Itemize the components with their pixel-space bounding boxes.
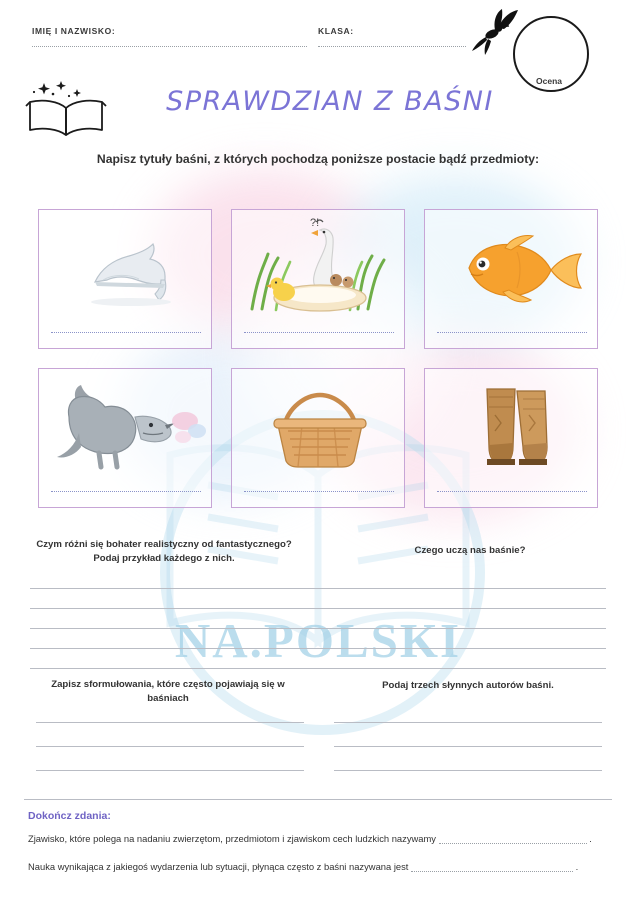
class-input[interactable] — [318, 46, 466, 47]
duckling-nest-icon — [232, 214, 406, 318]
answer-line-5[interactable] — [244, 491, 394, 492]
finish-sentence-1-period: . — [589, 833, 592, 844]
answer-line-4[interactable] — [51, 491, 201, 492]
finish-sentence-1-text: Zjawisko, które polega na nadaniu zwierzętom, przedmiotom i zjawiskom cech ludzkich nazywamy — [28, 833, 436, 844]
page-title: SPRAWDZIAN Z BAŚNI — [166, 86, 494, 117]
leather-boots-icon — [425, 373, 599, 477]
picture-cell-ugly-duckling — [231, 209, 405, 349]
picture-cell-boots — [424, 368, 598, 508]
question-2-text: Czego uczą nas baśnie? — [414, 545, 526, 556]
instruction-text: Napisz tytuły baśni, z których pochodzą poniższe postacie bądź przedmioty: — [96, 152, 540, 166]
wolf-icon — [39, 373, 213, 477]
answer-rule-3[interactable] — [30, 628, 606, 629]
bottom-divider — [24, 799, 612, 800]
finish-sentence-2-text: Nauka wynikająca z jakiegoś wydarzenia lub sytuacji, płynąca często z baśni nazywana jest — [28, 861, 409, 872]
finish-sentence-2-input[interactable] — [411, 862, 573, 872]
class-label: KLASA: — [318, 26, 354, 36]
picture-cell-glass-slipper — [38, 209, 212, 349]
question-3-text: Zapisz sformułowania, które często pojawiają się w baśniach — [51, 679, 285, 704]
finish-sentence-2 — [28, 861, 608, 872]
answer-line-3[interactable] — [437, 332, 587, 333]
answer-rule-3b[interactable] — [36, 746, 304, 747]
finish-sentence-1 — [28, 833, 608, 844]
answer-rule-1[interactable] — [30, 588, 606, 589]
answer-rule-5[interactable] — [30, 668, 606, 669]
name-input[interactable] — [32, 46, 307, 47]
watermark-text: NA.POLSKI — [174, 613, 462, 668]
answer-rule-4[interactable] — [30, 648, 606, 649]
answer-rule-4c[interactable] — [334, 770, 602, 771]
answer-rule-3a[interactable] — [36, 722, 304, 723]
goldfish-icon — [425, 214, 599, 318]
name-label: IMIĘ I NAZWISKO: — [32, 26, 116, 36]
answer-rule-3c[interactable] — [36, 770, 304, 771]
answer-line-6[interactable] — [437, 491, 587, 492]
picture-grid — [38, 209, 598, 521]
finish-sentence-1-input[interactable] — [439, 834, 587, 844]
svg-text:?!: ?! — [310, 217, 320, 229]
answer-rule-2[interactable] — [30, 608, 606, 609]
picture-cell-basket — [231, 368, 405, 508]
picnic-basket-icon — [232, 373, 406, 477]
open-book-icon — [20, 80, 112, 140]
picture-cell-goldfish — [424, 209, 598, 349]
high-heel-shoe-icon — [39, 214, 213, 318]
answer-line-1[interactable] — [51, 332, 201, 333]
answer-rule-4b[interactable] — [334, 746, 602, 747]
picture-cell-wolf — [38, 368, 212, 508]
grade-label: Ocena — [536, 76, 562, 86]
question-1-text: Czym różni się bohater realistyczny od fantastycznego? Podaj przykład każdego z nich. — [36, 539, 292, 564]
finish-sentences-title: Dokończ zdania: — [28, 810, 111, 822]
question-4-text: Podaj trzech słynnych autorów baśni. — [382, 680, 554, 691]
finish-sentence-2-period: . — [575, 861, 579, 872]
answer-rule-4a[interactable] — [334, 722, 602, 723]
answer-line-2[interactable] — [244, 332, 394, 333]
